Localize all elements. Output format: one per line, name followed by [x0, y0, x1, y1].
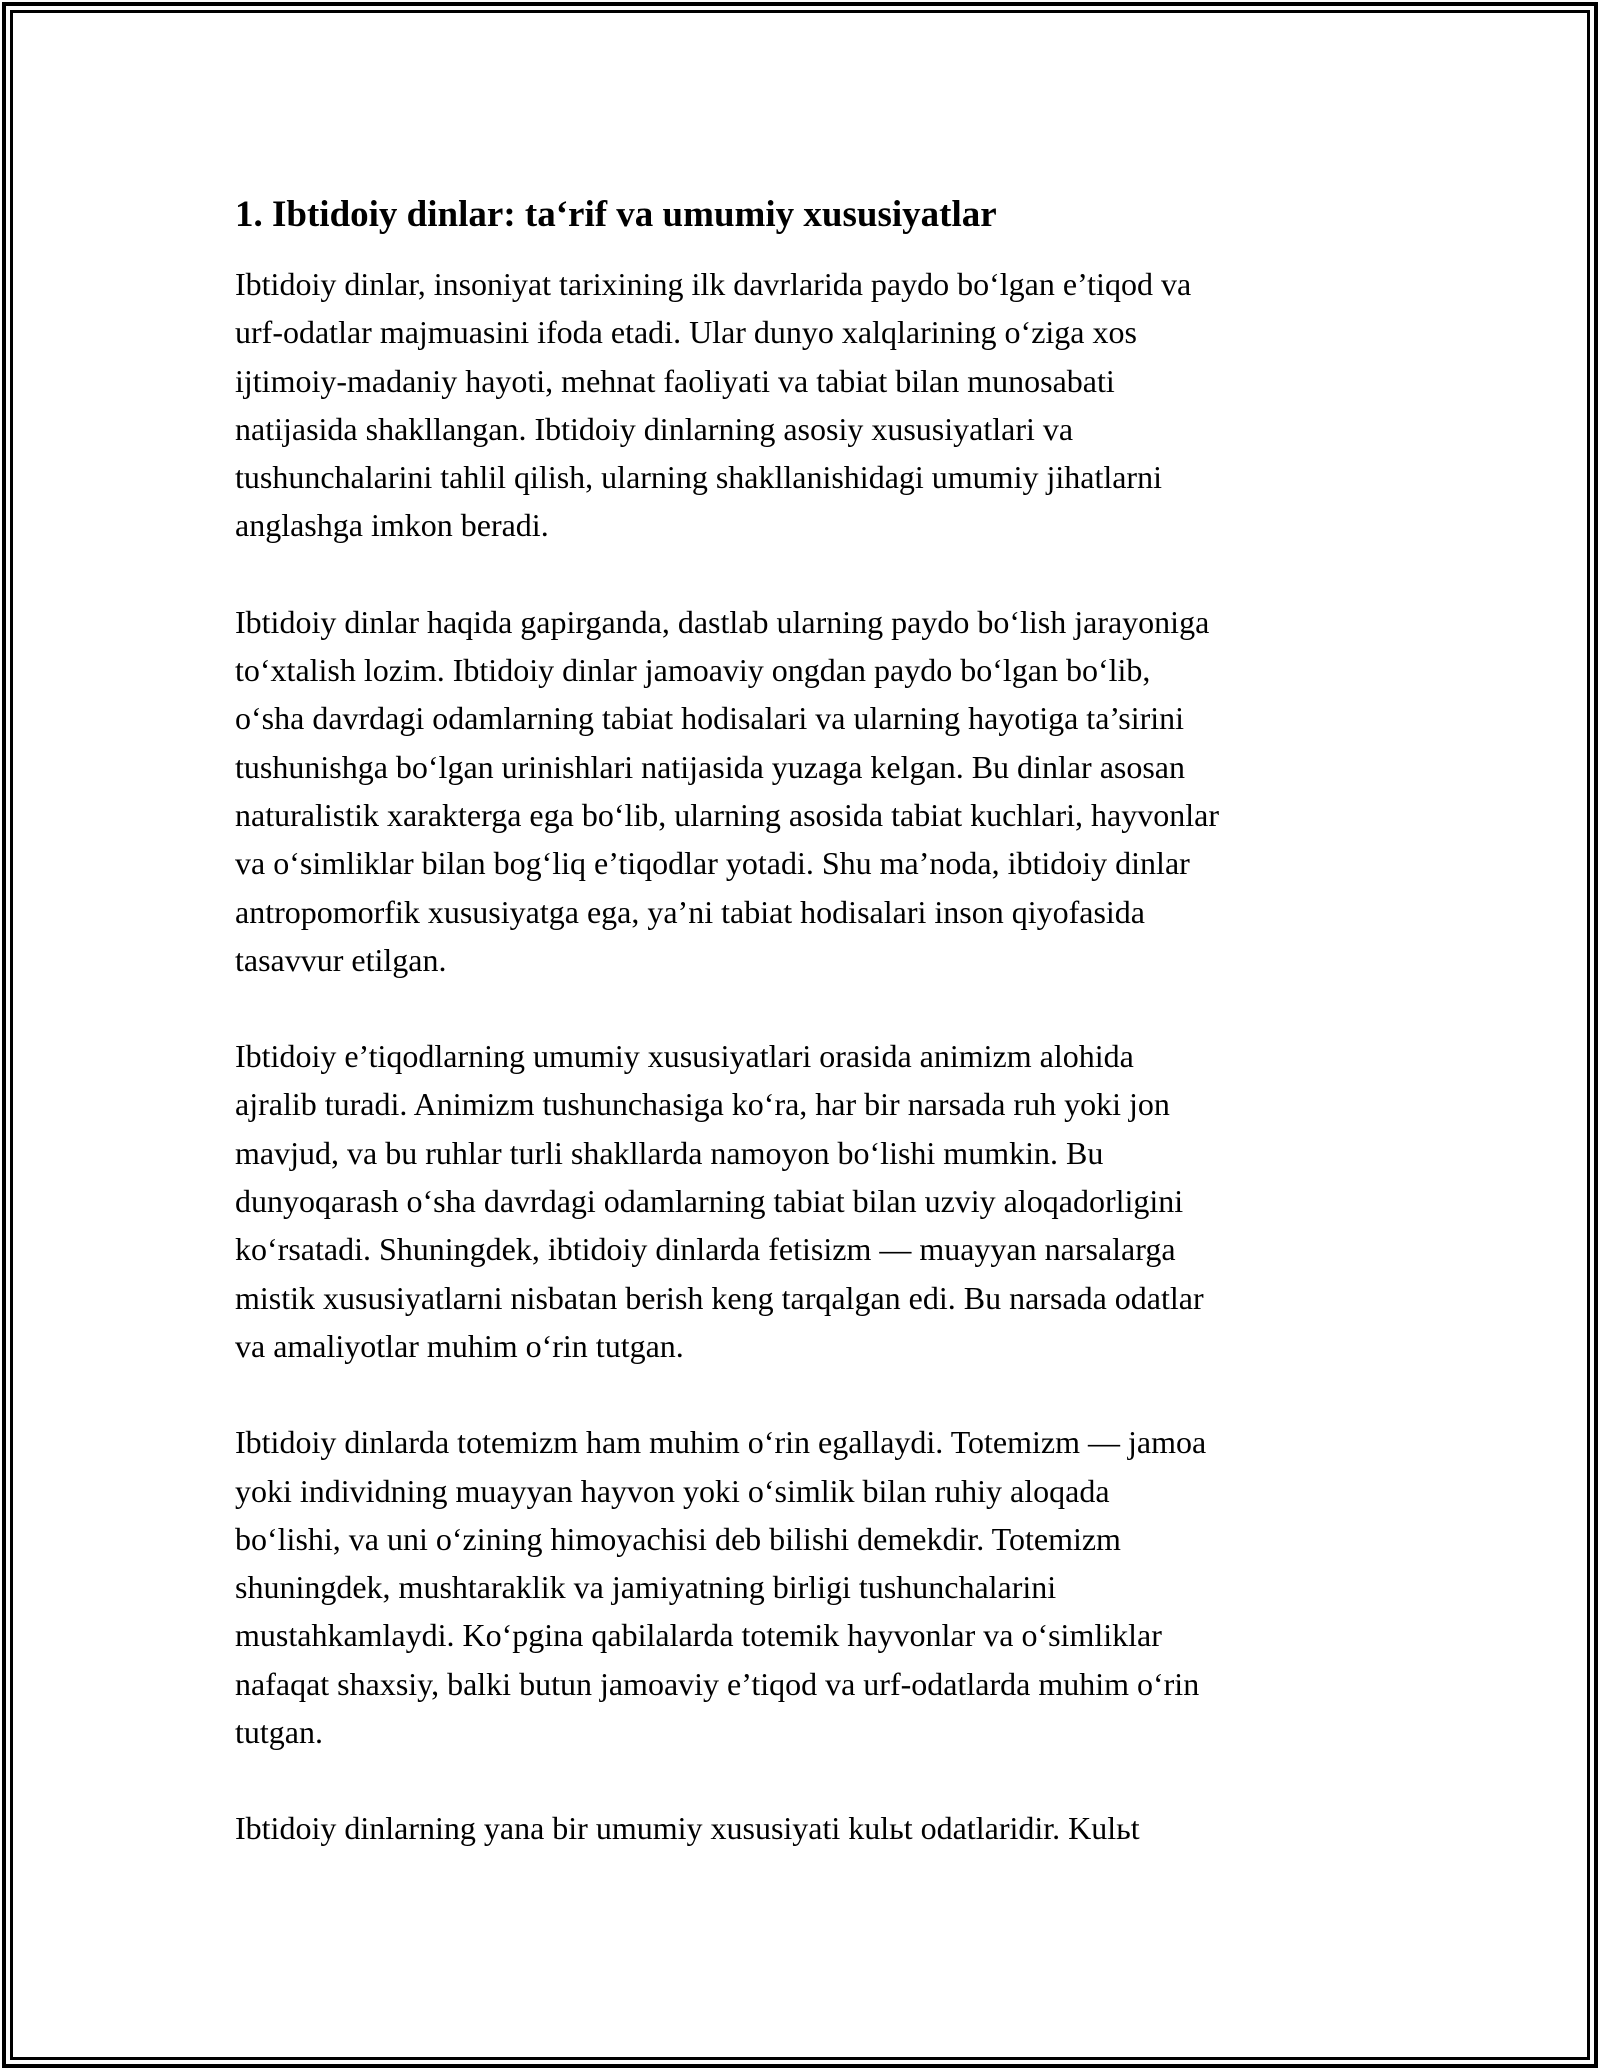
text-line: ajralib turadi. Animizm tushunchasiga ko‘ra, har bir narsada ruh yoki jon [235, 1086, 1170, 1123]
text-line: tasavvur etilgan. [235, 941, 447, 978]
text-line: to‘xtalish lozim. Ibtidoiy dinlar jamoaviy ongdan paydo bo‘lgan bo‘lib, [235, 652, 1151, 689]
paragraph-2 [235, 598, 1395, 984]
text-line: tushunishga bo‘lgan urinishlari natijasida yuzaga kelgan. Bu dinlar asosan [235, 748, 1185, 785]
document-body [235, 188, 1395, 1901]
text-line: nafaqat shaxsiy, balki butun jamoaviy e’tiqod va urf-odatlarda muhim o‘rin [235, 1665, 1200, 1702]
text-line: tushunchalarini tahlil qilish, ularning shakllanishidagi umumiy jihatlarni [235, 459, 1162, 496]
text-line: Ibtidoiy dinlarning yana bir umumiy xususiyati kulьt odatlaridir. Kulьt [235, 1810, 1140, 1847]
text-line: va o‘simliklar bilan bog‘liq e’tiqodlar yotadi. Shu ma’noda, ibtidoiy dinlar [235, 845, 1190, 882]
text-line: naturalistik xarakterga ega bo‘lib, ularning asosida tabiat kuchlari, hayvonlar [235, 796, 1219, 833]
text-line: mistik xususiyatlarni nisbatan berish keng tarqalgan edi. Bu narsada odatlar [235, 1279, 1204, 1316]
text-line: ko‘rsatadi. Shuningdek, ibtidoiy dinlarda fetisizm — muayyan narsalarga [235, 1231, 1176, 1268]
text-line: Ibtidoiy e’tiqodlarning umumiy xususiyatlari orasida animizm alohida [235, 1038, 1134, 1075]
text-line: ijtimoiy-madaniy hayoti, mehnat faoliyati va tabiat bilan munosabati [235, 362, 1115, 399]
section-heading: 1. Ibtidoiy dinlar: ta‘rif va umumiy xususiyatlar [235, 194, 997, 235]
paragraph-1 [235, 260, 1395, 550]
text-line: mustahkamlaydi. Ko‘pgina qabilalarda totemik hayvonlar va o‘simliklar [235, 1617, 1162, 1654]
text-line: shuningdek, mushtaraklik va jamiyatning birligi tushunchalarini [235, 1569, 1057, 1606]
text-line: natijasida shakllangan. Ibtidoiy dinlarning asosiy xususiyatlari va [235, 410, 1074, 447]
text-line: urf-odatlar majmuasini ifoda etadi. Ular dunyo xalqlarining o‘ziga xos [235, 314, 1137, 351]
text-line: dunyoqarash o‘sha davrdagi odamlarning tabiat bilan uzviy aloqadorligini [235, 1183, 1184, 1220]
text-line: tutgan. [235, 1714, 323, 1751]
text-line: o‘sha davrdagi odamlarning tabiat hodisalari va ularning hayotiga ta’sirini [235, 700, 1185, 737]
text-line: va amaliyotlar muhim o‘rin tutgan. [235, 1327, 684, 1364]
text-line: bo‘lishi, va uni o‘zining himoyachisi deb bilishi demekdir. Totemizm [235, 1520, 1121, 1557]
text-line: anglashga imkon beradi. [235, 507, 549, 544]
paragraph-3 [235, 1032, 1395, 1370]
text-line: mavjud, va bu ruhlar turli shakllarda namoyon bo‘lishi mumkin. Bu [235, 1134, 1104, 1171]
text-line: Ibtidoiy dinlar, insoniyat tarixining ilk davrlarida paydo bo‘lgan e’tiqod va [235, 266, 1192, 302]
text-line: antropomorfik xususiyatga ega, ya’ni tabiat hodisalari inson qiyofasida [235, 893, 1145, 930]
text-line: yoki individning muayyan hayvon yoki o‘simlik bilan ruhiy aloqada [235, 1472, 1110, 1509]
paragraph-5 [235, 1804, 1395, 1852]
text-line: Ibtidoiy dinlarda totemizm ham muhim o‘rin egallaydi. Totemizm — jamoa [235, 1424, 1207, 1461]
paragraph-4 [235, 1418, 1395, 1756]
text-line: Ibtidoiy dinlar haqida gapirganda, dastlab ularning paydo bo‘lish jarayoniga [235, 603, 1210, 640]
